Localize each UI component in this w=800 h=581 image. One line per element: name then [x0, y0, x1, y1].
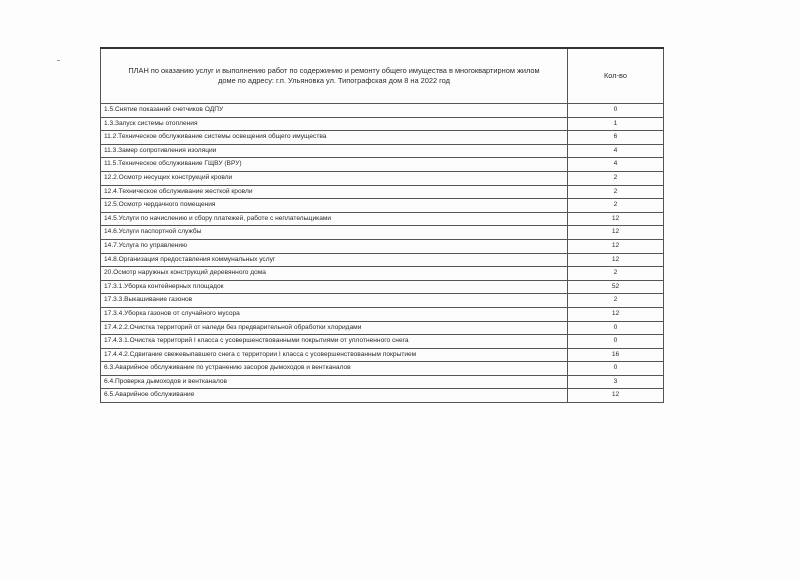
service-name-cell: 17.4.4.2.Сдвигание свежевыпавшего снега с территории I класса с усовершенствованным покрытием	[101, 348, 568, 362]
service-name-cell: 14.5.Услуги по начислению и сбору платежей, работе с неплательщиками	[101, 212, 568, 226]
table-row	[101, 375, 664, 389]
service-name-cell: 12.2.Осмотр несущих конструкций кровли	[101, 171, 568, 185]
table-row	[101, 171, 664, 185]
service-name-cell: 20.Осмотр наружных конструкций деревянного дома	[101, 267, 568, 281]
table-row	[101, 362, 664, 376]
table-row	[101, 280, 664, 294]
table-row	[101, 158, 664, 172]
service-name-cell: 17.3.4.Уборка газонов от случайного мусора	[101, 307, 568, 321]
services-plan-table	[100, 47, 664, 403]
table-row	[101, 212, 664, 226]
service-name-cell: 12.5.Осмотр чердачного помещения	[101, 199, 568, 213]
service-name-cell: 11.5.Техническое обслуживание ГЩВУ (ВРУ)	[101, 158, 568, 172]
service-qty-cell: 2	[568, 267, 664, 281]
table-row	[101, 267, 664, 281]
service-qty-cell: 4	[568, 158, 664, 172]
service-qty-cell: 16	[568, 348, 664, 362]
service-qty-cell: 12	[568, 389, 664, 403]
table-row	[101, 321, 664, 335]
table-row	[101, 117, 664, 131]
service-qty-cell: 4	[568, 144, 664, 158]
service-name-cell: 14.8.Организация предоставления коммунальных услуг	[101, 253, 568, 267]
service-qty-cell: 2	[568, 199, 664, 213]
service-qty-cell: 52	[568, 280, 664, 294]
service-qty-cell: 2	[568, 294, 664, 308]
service-qty-cell: 12	[568, 307, 664, 321]
service-qty-cell: 12	[568, 239, 664, 253]
service-qty-cell: 0	[568, 335, 664, 349]
service-name-cell: 17.3.3.Выкашивание газонов	[101, 294, 568, 308]
service-name-cell: 6.5.Аварийное обслуживание	[101, 389, 568, 403]
service-qty-cell: 1	[568, 117, 664, 131]
service-name-cell: 6.4.Проверка дымоходов и вентканалов	[101, 375, 568, 389]
service-name-cell: 11.2.Техническое обслуживание системы освещения общего имущества	[101, 131, 568, 145]
table-row	[101, 335, 664, 349]
service-name-cell: 6.3.Аварийное обслуживание по устранению засоров дымоходов и вентканалов	[101, 362, 568, 376]
service-qty-cell: 0	[568, 362, 664, 376]
service-name-cell: 1.3.Запуск системы отопления	[101, 117, 568, 131]
service-name-cell: 14.7.Услуга по управлению	[101, 239, 568, 253]
service-qty-cell: 12	[568, 212, 664, 226]
service-qty-cell: 12	[568, 253, 664, 267]
table-row	[101, 104, 664, 118]
service-qty-cell: 0	[568, 104, 664, 118]
service-name-cell: 1.5.Снятие показаний счетчиков ОДПУ	[101, 104, 568, 118]
table-row	[101, 307, 664, 321]
service-name-cell: 11.3.Замер сопротивления изоляции	[101, 144, 568, 158]
service-name-cell: 17.4.2.2.Очистка территорий от наледи без предварительной обработки хлоридами	[101, 321, 568, 335]
service-name-cell: 17.4.3.1.Очистка территорий I класса с усовершенствованными покрытиями от уплотненного снега	[101, 335, 568, 349]
table-row	[101, 253, 664, 267]
qty-column-header: Кол-во	[568, 48, 664, 104]
service-name-cell: 14.6.Услуги паспортной службы	[101, 226, 568, 240]
service-qty-cell: 3	[568, 375, 664, 389]
table-row	[101, 144, 664, 158]
table-row	[101, 199, 664, 213]
table-row	[101, 131, 664, 145]
table-row	[101, 389, 664, 403]
service-qty-cell: 2	[568, 171, 664, 185]
service-name-cell: 12.4.Техническое обслуживание жесткой кровли	[101, 185, 568, 199]
table-row	[101, 185, 664, 199]
service-qty-cell: 2	[568, 185, 664, 199]
service-name-cell: 17.3.1.Уборка контейнерных площадок	[101, 280, 568, 294]
service-qty-cell: 6	[568, 131, 664, 145]
table-row	[101, 239, 664, 253]
table-header-row	[101, 48, 664, 104]
service-qty-cell: 12	[568, 226, 664, 240]
plan-title: ПЛАН по оказанию услуг и выполнению работ по содержинию и ремонту общего имущества в многоквартирном жилом доме по адресу: г.п. Ульяновка ул. Типографская дом 8 на 2022 год	[101, 48, 568, 104]
table-row	[101, 294, 664, 308]
scan-speck	[57, 60, 60, 61]
table-row	[101, 226, 664, 240]
table-row	[101, 348, 664, 362]
service-qty-cell: 0	[568, 321, 664, 335]
